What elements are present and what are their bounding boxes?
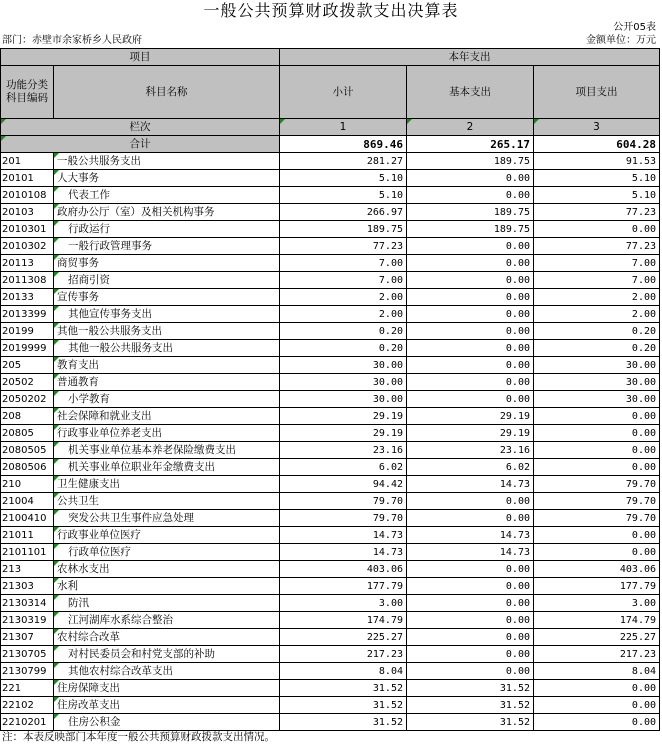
row-code: 22102	[1, 697, 54, 714]
row-project: 2.00	[534, 289, 660, 306]
row-project: 177.79	[534, 578, 660, 595]
row-subject-name: 其他农村综合改革支出	[54, 663, 280, 680]
row-code: 20199	[1, 323, 54, 340]
row-subtotal: 14.73	[280, 527, 407, 544]
header-func-code: 功能分类科目编码	[1, 66, 54, 119]
row-subtotal: 79.70	[280, 493, 407, 510]
row-project: 0.00	[534, 459, 660, 476]
row-basic: 14.73	[407, 527, 534, 544]
row-subtotal: 281.27	[280, 153, 407, 170]
row-subtotal: 79.70	[280, 510, 407, 527]
row-subject-name: 教育支出	[54, 357, 280, 374]
table-row	[1, 561, 660, 578]
row-code: 208	[1, 408, 54, 425]
row-subtotal: 189.75	[280, 221, 407, 238]
row-subtotal: 30.00	[280, 357, 407, 374]
row-basic: 0.00	[407, 391, 534, 408]
row-code: 21307	[1, 629, 54, 646]
table-row	[1, 408, 660, 425]
row-subject-name: 农村综合改革	[54, 629, 280, 646]
row-subject-name: 招商引资	[54, 272, 280, 289]
table-row	[1, 272, 660, 289]
row-subtotal: 31.52	[280, 680, 407, 697]
row-subtotal: 31.52	[280, 714, 407, 731]
row-code: 21004	[1, 493, 54, 510]
total-label: 合计	[1, 136, 280, 153]
table-row	[1, 646, 660, 663]
row-code: 2010108	[1, 187, 54, 204]
col-index-3: 3	[534, 119, 660, 136]
table-row	[1, 527, 660, 544]
row-subtotal: 5.10	[280, 187, 407, 204]
row-subtotal: 14.73	[280, 544, 407, 561]
row-project: 0.00	[534, 680, 660, 697]
row-basic: 31.52	[407, 680, 534, 697]
header-row-columns	[1, 66, 660, 119]
department-label: 部门：赤壁市余家桥乡人民政府	[2, 35, 142, 46]
table-row	[1, 578, 660, 595]
row-code: 2080506	[1, 459, 54, 476]
col-index-2: 2	[407, 119, 534, 136]
row-subtotal: 217.23	[280, 646, 407, 663]
row-project: 0.00	[534, 697, 660, 714]
row-code: 2013399	[1, 306, 54, 323]
row-project: 225.27	[534, 629, 660, 646]
row-project: 79.70	[534, 476, 660, 493]
row-subject-name: 防汛	[54, 595, 280, 612]
header-current-year: 本年支出	[280, 49, 660, 66]
row-basic: 29.19	[407, 408, 534, 425]
row-basic: 0.00	[407, 663, 534, 680]
row-subtotal: 6.02	[280, 459, 407, 476]
row-basic: 23.16	[407, 442, 534, 459]
row-subtotal: 77.23	[280, 238, 407, 255]
row-subject-name: 突发公共卫生事件应急处理	[54, 510, 280, 527]
row-basic: 6.02	[407, 459, 534, 476]
row-project: 0.00	[534, 527, 660, 544]
table-row	[1, 459, 660, 476]
row-basic: 0.00	[407, 629, 534, 646]
row-code: 20805	[1, 425, 54, 442]
row-subtotal: 0.20	[280, 323, 407, 340]
row-code: 2130799	[1, 663, 54, 680]
row-basic: 0.00	[407, 510, 534, 527]
row-project: 0.00	[534, 544, 660, 561]
row-code: 2101101	[1, 544, 54, 561]
row-basic: 0.00	[407, 289, 534, 306]
row-subject-name: 机关事业单位职业年金缴费支出	[54, 459, 280, 476]
col-label: 栏次	[1, 119, 280, 136]
row-subject-name: 商贸事务	[54, 255, 280, 272]
row-basic: 0.00	[407, 595, 534, 612]
row-project: 79.70	[534, 510, 660, 527]
row-subject-name: 江河湖库水系综合整治	[54, 612, 280, 629]
amount-unit-label: 金额单位：万元	[586, 35, 656, 46]
row-project: 0.00	[534, 408, 660, 425]
row-project: 0.00	[534, 425, 660, 442]
row-code: 20101	[1, 170, 54, 187]
row-project: 5.10	[534, 170, 660, 187]
row-subject-name: 行政事业单位医疗	[54, 527, 280, 544]
row-subject-name: 一般公共服务支出	[54, 153, 280, 170]
row-project: 0.20	[534, 323, 660, 340]
row-subtotal: 177.79	[280, 578, 407, 595]
row-basic: 0.00	[407, 493, 534, 510]
row-basic: 189.75	[407, 204, 534, 221]
row-basic: 0.00	[407, 323, 534, 340]
row-subject-name: 其他宣传事务支出	[54, 306, 280, 323]
row-basic: 0.00	[407, 272, 534, 289]
footnote: 注：本表反映部门本年度一般公共预算财政拨款支出情况。	[2, 731, 275, 743]
row-basic: 29.19	[407, 425, 534, 442]
row-subtotal: 29.19	[280, 425, 407, 442]
table-row	[1, 510, 660, 527]
row-project: 5.10	[534, 187, 660, 204]
row-code: 20113	[1, 255, 54, 272]
expenditure-table	[0, 48, 660, 731]
table-row	[1, 476, 660, 493]
table-row	[1, 340, 660, 357]
table-row	[1, 391, 660, 408]
total-basic: 265.17	[407, 136, 534, 153]
table-row	[1, 663, 660, 680]
row-code: 2130314	[1, 595, 54, 612]
row-basic: 0.00	[407, 578, 534, 595]
row-subtotal: 2.00	[280, 289, 407, 306]
row-code: 2010301	[1, 221, 54, 238]
row-code: 2130705	[1, 646, 54, 663]
header-subject-name: 科目名称	[54, 66, 280, 119]
row-code: 210	[1, 476, 54, 493]
row-subtotal: 403.06	[280, 561, 407, 578]
column-index-row	[1, 119, 660, 136]
table-row	[1, 238, 660, 255]
col-index-1: 1	[280, 119, 407, 136]
row-subject-name: 水利	[54, 578, 280, 595]
row-code: 2080505	[1, 442, 54, 459]
row-code: 2010302	[1, 238, 54, 255]
table-row	[1, 289, 660, 306]
row-subtotal: 8.04	[280, 663, 407, 680]
row-code: 20103	[1, 204, 54, 221]
row-subject-name: 住房保障支出	[54, 680, 280, 697]
row-project: 79.70	[534, 493, 660, 510]
row-project: 7.00	[534, 255, 660, 272]
header-basic: 基本支出	[407, 66, 534, 119]
form-number: 公开05表	[613, 22, 656, 33]
row-subtotal: 174.79	[280, 612, 407, 629]
row-subject-name: 对村民委员会和村党支部的补助	[54, 646, 280, 663]
row-basic: 0.00	[407, 255, 534, 272]
row-project: 30.00	[534, 357, 660, 374]
row-subject-name: 一般行政管理事务	[54, 238, 280, 255]
row-code: 213	[1, 561, 54, 578]
table-row	[1, 357, 660, 374]
row-subject-name: 小学教育	[54, 391, 280, 408]
row-code: 20502	[1, 374, 54, 391]
row-subtotal: 31.52	[280, 697, 407, 714]
row-code: 2100410	[1, 510, 54, 527]
row-subject-name: 普通教育	[54, 374, 280, 391]
row-project: 403.06	[534, 561, 660, 578]
table-row	[1, 612, 660, 629]
table-row	[1, 374, 660, 391]
row-project: 77.23	[534, 204, 660, 221]
row-basic: 31.52	[407, 697, 534, 714]
header-project: 项目	[1, 49, 280, 66]
table-row	[1, 629, 660, 646]
row-code: 205	[1, 357, 54, 374]
row-basic: 0.00	[407, 646, 534, 663]
row-subject-name: 公共卫生	[54, 493, 280, 510]
row-subtotal: 225.27	[280, 629, 407, 646]
row-subtotal: 30.00	[280, 391, 407, 408]
total-subtotal: 869.46	[280, 136, 407, 153]
header-project-exp: 项目支出	[534, 66, 660, 119]
row-basic: 0.00	[407, 306, 534, 323]
row-subject-name: 机关事业单位基本养老保险缴费支出	[54, 442, 280, 459]
row-code: 2011308	[1, 272, 54, 289]
row-basic: 31.52	[407, 714, 534, 731]
row-subject-name: 政府办公厅（室）及相关机构事务	[54, 204, 280, 221]
row-subtotal: 23.16	[280, 442, 407, 459]
table-row	[1, 255, 660, 272]
row-project: 91.53	[534, 153, 660, 170]
row-subtotal: 266.97	[280, 204, 407, 221]
row-basic: 0.00	[407, 187, 534, 204]
report-title: 一般公共预算财政拨款支出决算表	[203, 1, 459, 20]
row-subject-name: 住房改革支出	[54, 697, 280, 714]
row-project: 7.00	[534, 272, 660, 289]
total-project: 604.28	[534, 136, 660, 153]
row-subtotal: 7.00	[280, 272, 407, 289]
row-project: 0.00	[534, 442, 660, 459]
row-project: 0.20	[534, 340, 660, 357]
row-project: 30.00	[534, 374, 660, 391]
row-basic: 0.00	[407, 561, 534, 578]
row-project: 174.79	[534, 612, 660, 629]
header-subtotal: 小计	[280, 66, 407, 119]
row-subtotal: 94.42	[280, 476, 407, 493]
row-subtotal: 0.20	[280, 340, 407, 357]
row-project: 8.04	[534, 663, 660, 680]
header-row-top	[1, 49, 660, 66]
row-code: 21011	[1, 527, 54, 544]
row-subtotal: 3.00	[280, 595, 407, 612]
row-subject-name: 人大事务	[54, 170, 280, 187]
row-subtotal: 30.00	[280, 374, 407, 391]
table-row	[1, 442, 660, 459]
row-subtotal: 29.19	[280, 408, 407, 425]
table-row	[1, 425, 660, 442]
row-basic: 0.00	[407, 357, 534, 374]
total-row	[1, 136, 660, 153]
row-basic: 0.00	[407, 170, 534, 187]
table-row	[1, 170, 660, 187]
row-subject-name: 宣传事务	[54, 289, 280, 306]
table-row	[1, 680, 660, 697]
table-row	[1, 187, 660, 204]
row-subject-name: 社会保障和就业支出	[54, 408, 280, 425]
row-subject-name: 行政单位医疗	[54, 544, 280, 561]
row-subtotal: 7.00	[280, 255, 407, 272]
row-basic: 189.75	[407, 221, 534, 238]
row-code: 201	[1, 153, 54, 170]
row-subject-name: 农林水支出	[54, 561, 280, 578]
row-code: 2050202	[1, 391, 54, 408]
table-row	[1, 544, 660, 561]
row-project: 3.00	[534, 595, 660, 612]
table-row	[1, 153, 660, 170]
row-subject-name: 代表工作	[54, 187, 280, 204]
row-basic: 14.73	[407, 544, 534, 561]
row-project: 217.23	[534, 646, 660, 663]
row-subject-name: 其他一般公共服务支出	[54, 340, 280, 357]
row-basic: 0.00	[407, 340, 534, 357]
row-basic: 0.00	[407, 238, 534, 255]
row-project: 0.00	[534, 714, 660, 731]
table-row	[1, 595, 660, 612]
row-basic: 189.75	[407, 153, 534, 170]
row-project: 30.00	[534, 391, 660, 408]
row-basic: 14.73	[407, 476, 534, 493]
table-row	[1, 221, 660, 238]
row-subtotal: 5.10	[280, 170, 407, 187]
row-code: 2019999	[1, 340, 54, 357]
row-subject-name: 其他一般公共服务支出	[54, 323, 280, 340]
row-subject-name: 卫生健康支出	[54, 476, 280, 493]
row-subject-name: 住房公积金	[54, 714, 280, 731]
row-code: 2210201	[1, 714, 54, 731]
row-basic: 0.00	[407, 374, 534, 391]
row-subject-name: 行政运行	[54, 221, 280, 238]
row-subtotal: 2.00	[280, 306, 407, 323]
row-code: 20133	[1, 289, 54, 306]
table-row	[1, 323, 660, 340]
row-project: 0.00	[534, 221, 660, 238]
table-row	[1, 697, 660, 714]
table-row	[1, 714, 660, 731]
table-row	[1, 493, 660, 510]
row-project: 77.23	[534, 238, 660, 255]
table-row	[1, 306, 660, 323]
row-code: 21303	[1, 578, 54, 595]
row-code: 2130319	[1, 612, 54, 629]
row-project: 2.00	[534, 306, 660, 323]
row-code: 221	[1, 680, 54, 697]
row-basic: 0.00	[407, 612, 534, 629]
row-subject-name: 行政事业单位养老支出	[54, 425, 280, 442]
table-row	[1, 204, 660, 221]
